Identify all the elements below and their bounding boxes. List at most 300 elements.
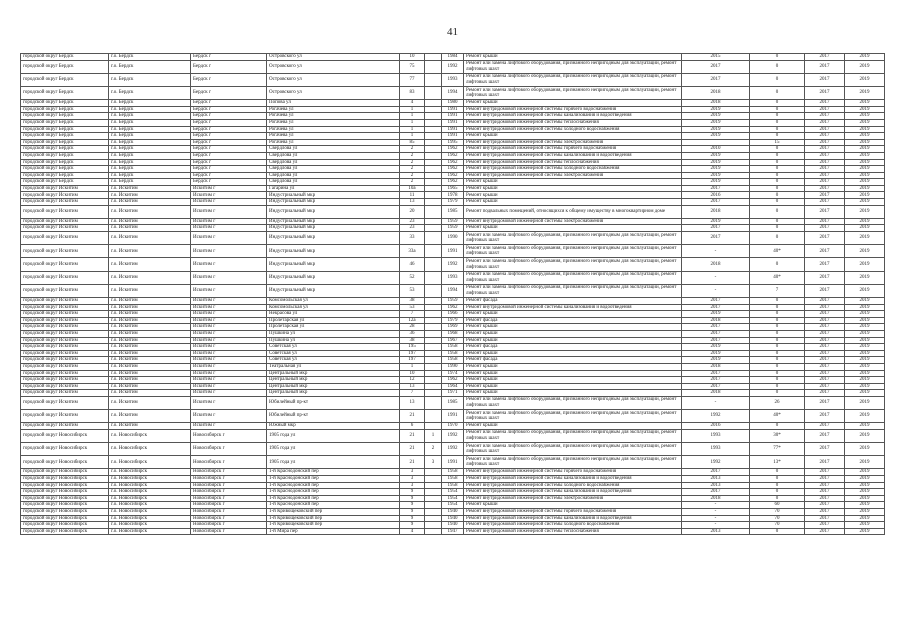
street-cell: Индустриальный мкр — [267, 192, 400, 199]
house-number-cell: 1 — [400, 126, 425, 133]
city-cell: Новосибирск г — [191, 482, 267, 489]
street-cell: Рогачева ул — [267, 126, 400, 133]
period-end-cell: 2019 — [845, 508, 885, 515]
year-built-cell: 1958 — [442, 344, 464, 351]
territory-cell: г.о. Искитим — [109, 337, 191, 344]
district-cell: городской округ Бердск — [21, 146, 109, 153]
period-start-cell: 2017 — [805, 363, 845, 370]
last-repair-year-cell: 2017 — [682, 337, 750, 344]
district-cell: городской округ Новосибирск — [21, 456, 109, 469]
city-cell: Искитим г — [191, 192, 267, 199]
period-start-cell: 2017 — [805, 271, 845, 284]
period-start-cell: 2017 — [805, 423, 845, 430]
city-cell: Искитим г — [191, 218, 267, 225]
work-type-cell: Ремонт внутридомовой инженерной системы канализования и водоотведения — [464, 113, 682, 120]
period-start-cell: 2017 — [805, 317, 845, 324]
district-cell: городской округ Искитим — [21, 324, 109, 331]
building-number-cell — [425, 245, 442, 258]
year-built-cell: 1969 — [442, 324, 464, 331]
territory-cell: г.о. Новосибирск — [109, 508, 191, 515]
period-end-cell: 2019 — [845, 390, 885, 397]
district-cell: городской округ Бердск — [21, 179, 109, 186]
year-built-cell: 1947 — [442, 528, 464, 535]
period-end-cell: 2019 — [845, 159, 885, 166]
district-cell: городской округ Новосибирск — [21, 515, 109, 522]
year-built-cell: 1994 — [442, 86, 464, 99]
year-built-cell: 1985 — [442, 396, 464, 409]
work-type-cell: Ремонт крыши — [464, 337, 682, 344]
city-cell: Искитим г — [191, 311, 267, 318]
city-cell: Бердск г — [191, 133, 267, 140]
table-row — [21, 258, 885, 271]
building-number-cell — [425, 482, 442, 489]
district-cell: городской округ Новосибирск — [21, 443, 109, 456]
last-repair-year-cell: 2019 — [682, 350, 750, 357]
capital-repair-register-table — [20, 53, 885, 535]
table-row — [21, 429, 885, 442]
work-type-cell: Ремонт или замена лифтового оборудования, признанного непригодным для эксплуатации, ремонт лифтовых шахт — [464, 429, 682, 442]
territory-cell: г.о. Бердск — [109, 73, 191, 86]
year-built-cell: 1979 — [442, 199, 464, 206]
district-cell: городской округ Искитим — [21, 423, 109, 430]
period-start-cell: 2017 — [805, 86, 845, 99]
year-built-cell: 1991 — [442, 119, 464, 126]
building-number-cell — [425, 199, 442, 206]
period-start-cell: 2017 — [805, 410, 845, 423]
work-type-cell: Ремонт внутридомовой инженерной системы канализования и водоотведения — [464, 489, 682, 496]
wear-percent-cell: 0 — [750, 192, 805, 199]
period-start-cell: 2017 — [805, 100, 845, 107]
work-type-cell: Ремонт внутридомовой инженерной системы горячего водоснабжения — [464, 508, 682, 515]
wear-percent-cell: 40* — [750, 271, 805, 284]
year-built-cell: 1958 — [442, 357, 464, 364]
year-built-cell: 1959 — [442, 225, 464, 232]
work-type-cell: Ремонт крыши — [464, 330, 682, 337]
last-repair-year-cell: 2010 — [682, 146, 750, 153]
work-type-cell: Ремонт внутридомовой инженерной системы холодного водоснабжения — [464, 482, 682, 489]
period-start-cell: 2017 — [805, 324, 845, 331]
building-number-cell — [425, 324, 442, 331]
house-number-cell: 10 — [400, 54, 425, 61]
district-cell: городской округ Новосибирск — [21, 528, 109, 535]
table-row — [21, 324, 885, 331]
year-built-cell: 1958 — [442, 476, 464, 483]
street-cell: Пушкина ул — [267, 337, 400, 344]
street-cell: Театральная ул — [267, 363, 400, 370]
building-number-cell — [425, 350, 442, 357]
district-cell: городской округ Новосибирск — [21, 469, 109, 476]
city-cell: Искитим г — [191, 390, 267, 397]
work-type-cell: Ремонт фасада — [464, 317, 682, 324]
district-cell: городской округ Бердск — [21, 113, 109, 120]
table-row — [21, 410, 885, 423]
district-cell: городской округ Искитим — [21, 337, 109, 344]
work-type-cell: Ремонт крыши — [464, 423, 682, 430]
city-cell: Бердск г — [191, 159, 267, 166]
work-type-cell: Ремонт внутридомовой инженерной системы канализования и водоотведения — [464, 476, 682, 483]
street-cell: Индустриальный мкр — [267, 284, 400, 297]
period-start-cell: 2017 — [805, 232, 845, 245]
building-number-cell — [425, 377, 442, 384]
wear-percent-cell: 0 — [750, 297, 805, 304]
city-cell: Искитим г — [191, 344, 267, 351]
period-end-cell: 2019 — [845, 119, 885, 126]
district-cell: городской округ Новосибирск — [21, 429, 109, 442]
last-repair-year-cell: - — [682, 522, 750, 529]
period-end-cell: 2019 — [845, 476, 885, 483]
territory-cell: г.о. Бердск — [109, 119, 191, 126]
city-cell: Искитим г — [191, 225, 267, 232]
wear-percent-cell: 0 — [750, 159, 805, 166]
district-cell: городской округ Новосибирск — [21, 476, 109, 483]
street-cell: Юбилейный пр-кт — [267, 396, 400, 409]
table-row — [21, 126, 885, 133]
house-number-cell: 4 — [400, 100, 425, 107]
district-cell: городской округ Искитим — [21, 218, 109, 225]
territory-cell: г.о. Бердск — [109, 86, 191, 99]
wear-percent-cell: 0 — [750, 489, 805, 496]
table-row — [21, 344, 885, 351]
work-type-cell: Ремонт крыши — [464, 54, 682, 61]
wear-percent-cell: 0 — [750, 423, 805, 430]
period-end-cell: 2019 — [845, 106, 885, 113]
period-start-cell: 2017 — [805, 304, 845, 311]
territory-cell: г.о. Новосибирск — [109, 528, 191, 535]
table-row — [21, 225, 885, 232]
period-end-cell: 2019 — [845, 232, 885, 245]
year-built-cell: 1991 — [442, 113, 464, 120]
wear-percent-cell: 0 — [750, 86, 805, 99]
year-built-cell: 1980 — [442, 100, 464, 107]
table-row — [21, 443, 885, 456]
district-cell: городской округ Искитим — [21, 311, 109, 318]
building-number-cell — [425, 54, 442, 61]
house-number-cell: 1 — [400, 113, 425, 120]
building-number-cell — [425, 258, 442, 271]
work-type-cell: Ремонт крыши — [464, 390, 682, 397]
street-cell: 1905 года ул — [267, 456, 400, 469]
district-cell: городской округ Искитим — [21, 258, 109, 271]
district-cell: городской округ Искитим — [21, 232, 109, 245]
period-start-cell: 2017 — [805, 60, 845, 73]
table-row — [21, 297, 885, 304]
period-start-cell: 2017 — [805, 119, 845, 126]
wear-percent-cell: 0 — [750, 199, 805, 206]
house-number-cell: 21 — [400, 410, 425, 423]
street-cell: Комсомольская ул — [267, 297, 400, 304]
table-row — [21, 522, 885, 529]
district-cell: городской округ Новосибирск — [21, 495, 109, 502]
house-number-cell: 9 — [400, 489, 425, 496]
work-type-cell: Ремонт крыши — [464, 370, 682, 377]
year-built-cell: 1992 — [442, 258, 464, 271]
table-row — [21, 370, 885, 377]
last-repair-year-cell: 1993 — [682, 429, 750, 442]
period-start-cell: 2017 — [805, 429, 845, 442]
territory-cell: г.о. Бердск — [109, 106, 191, 113]
period-start-cell: 2017 — [805, 443, 845, 456]
work-type-cell: Ремонт крыши — [464, 100, 682, 107]
period-start-cell: 2017 — [805, 185, 845, 192]
territory-cell: г.о. Бердск — [109, 100, 191, 107]
period-end-cell: 2019 — [845, 73, 885, 86]
period-start-cell: 2017 — [805, 113, 845, 120]
table-row — [21, 119, 885, 126]
house-number-cell: 195 — [400, 344, 425, 351]
table-row — [21, 113, 885, 120]
wear-percent-cell: 77* — [750, 443, 805, 456]
house-number-cell: 21 — [400, 443, 425, 456]
house-number-cell: 10а — [400, 185, 425, 192]
house-number-cell: 52 — [400, 271, 425, 284]
work-type-cell: Ремонт или замена лифтового оборудования, признанного непригодным для эксплуатации, ремонт лифтовых шахт — [464, 245, 682, 258]
year-built-cell: 1991 — [442, 410, 464, 423]
work-type-cell: Ремонт фасада — [464, 344, 682, 351]
period-start-cell: 2017 — [805, 390, 845, 397]
year-built-cell: 1970 — [442, 423, 464, 430]
building-number-cell — [425, 126, 442, 133]
territory-cell: г.о. Искитим — [109, 396, 191, 409]
period-end-cell: 2019 — [845, 54, 885, 61]
work-type-cell: Ремонт крыши — [464, 502, 682, 509]
house-number-cell: 11 — [400, 192, 425, 199]
work-type-cell: Ремонт внутридомовой инженерной системы холодного водоснабжения — [464, 126, 682, 133]
work-type-cell: Ремонт или замена лифтового оборудования, признанного непригодным для эксплуатации, ремонт лифтовых шахт — [464, 86, 682, 99]
city-cell: Бердск г — [191, 139, 267, 146]
district-cell: городской округ Новосибирск — [21, 508, 109, 515]
table-row — [21, 146, 885, 153]
building-number-cell — [425, 284, 442, 297]
last-repair-year-cell: 2017 — [682, 304, 750, 311]
period-start-cell: 2017 — [805, 166, 845, 173]
street-cell: Центральный мкр — [267, 383, 400, 390]
year-built-cell: 1954 — [442, 502, 464, 509]
district-cell: городской округ Бердск — [21, 133, 109, 140]
period-start-cell: 2017 — [805, 245, 845, 258]
work-type-cell: Ремонт или замена лифтового оборудования, признанного непригодным для эксплуатации, ремонт лифтовых шахт — [464, 258, 682, 271]
table-row — [21, 515, 885, 522]
city-cell: Бердск г — [191, 106, 267, 113]
city-cell: Новосибирск г — [191, 469, 267, 476]
last-repair-year-cell: 2018 — [682, 205, 750, 218]
year-built-cell: 1993 — [442, 73, 464, 86]
district-cell: городской округ Искитим — [21, 297, 109, 304]
street-cell: 1-й Краснодонский пер — [267, 489, 400, 496]
house-number-cell: 3 — [400, 476, 425, 483]
last-repair-year-cell: 2013 — [682, 476, 750, 483]
period-start-cell: 2017 — [805, 106, 845, 113]
territory-cell: г.о. Искитим — [109, 271, 191, 284]
period-start-cell: 2017 — [805, 489, 845, 496]
house-number-cell: 3 — [400, 482, 425, 489]
work-type-cell: Ремонт внутридомовой инженерной системы холодного водоснабжения — [464, 166, 682, 173]
district-cell: городской округ Искитим — [21, 363, 109, 370]
wear-percent-cell: 70 — [750, 522, 805, 529]
work-type-cell: Ремонт или замена лифтового оборудования, признанного непригодным для эксплуатации, ремонт лифтовых шахт — [464, 284, 682, 297]
house-number-cell: 21 — [400, 429, 425, 442]
city-cell: Искитим г — [191, 205, 267, 218]
work-type-cell: Ремонт внутридомовой инженерной системы теплоснабжения — [464, 119, 682, 126]
street-cell: Индустриальный мкр — [267, 232, 400, 245]
work-type-cell: Ремонт крыши — [464, 311, 682, 318]
street-cell: Свердлова ул — [267, 159, 400, 166]
period-end-cell: 2019 — [845, 113, 885, 120]
period-start-cell: 2017 — [805, 152, 845, 159]
period-start-cell: 2017 — [805, 139, 845, 146]
street-cell: Свердлова ул — [267, 166, 400, 173]
last-repair-year-cell: 2019 — [682, 113, 750, 120]
building-number-cell — [425, 166, 442, 173]
year-built-cell: 1974 — [442, 370, 464, 377]
period-start-cell: 2017 — [805, 344, 845, 351]
street-cell: Островского ул — [267, 54, 400, 61]
year-built-cell: 1962 — [442, 159, 464, 166]
territory-cell: г.о. Новосибирск — [109, 482, 191, 489]
wear-percent-cell: 0 — [750, 106, 805, 113]
table-row — [21, 456, 885, 469]
building-number-cell — [425, 363, 442, 370]
period-start-cell: 2017 — [805, 522, 845, 529]
year-built-cell: 1994 — [442, 284, 464, 297]
wear-percent-cell: 70 — [750, 515, 805, 522]
year-built-cell: 1958 — [442, 469, 464, 476]
street-cell: Островского ул — [267, 73, 400, 86]
building-number-cell — [425, 297, 442, 304]
district-cell: городской округ Искитим — [21, 383, 109, 390]
table-row — [21, 317, 885, 324]
table-row — [21, 311, 885, 318]
city-cell: Новосибирск г — [191, 443, 267, 456]
wear-percent-cell: 0 — [750, 205, 805, 218]
district-cell: городской округ Искитим — [21, 344, 109, 351]
period-end-cell: 2019 — [845, 370, 885, 377]
house-number-cell: 9 — [400, 522, 425, 529]
wear-percent-cell: 40* — [750, 410, 805, 423]
year-built-cell: 1978 — [442, 192, 464, 199]
table-row — [21, 172, 885, 179]
last-repair-year-cell — [682, 139, 750, 146]
wear-percent-cell: 0 — [750, 54, 805, 61]
territory-cell: г.о. Искитим — [109, 350, 191, 357]
work-type-cell: Ремонт внутридомовой инженерной системы электроснабжения — [464, 172, 682, 179]
wear-percent-cell: 0 — [750, 370, 805, 377]
territory-cell: г.о. Искитим — [109, 284, 191, 297]
street-cell: 1-й Краснодонский пер — [267, 482, 400, 489]
last-repair-year-cell: 2016 — [682, 423, 750, 430]
city-cell: Искитим г — [191, 271, 267, 284]
table-row — [21, 218, 885, 225]
last-repair-year-cell: 2013 — [682, 528, 750, 535]
territory-cell: г.о. Искитим — [109, 304, 191, 311]
district-cell: городской округ Бердск — [21, 172, 109, 179]
house-number-cell: 12а — [400, 317, 425, 324]
last-repair-year-cell: 2018 — [682, 317, 750, 324]
building-number-cell — [425, 495, 442, 502]
period-end-cell: 2019 — [845, 152, 885, 159]
district-cell: городской округ Искитим — [21, 192, 109, 199]
year-built-cell: 1940 — [442, 508, 464, 515]
work-type-cell: Ремонт крыши — [464, 133, 682, 140]
period-end-cell: 2019 — [845, 245, 885, 258]
street-cell: Индустриальный мкр — [267, 271, 400, 284]
city-cell: Искитим г — [191, 350, 267, 357]
building-number-cell — [425, 271, 442, 284]
last-repair-year-cell: 2019 — [682, 119, 750, 126]
table-row — [21, 423, 885, 430]
last-repair-year-cell: 2013 — [682, 482, 750, 489]
year-built-cell: 1993 — [442, 271, 464, 284]
street-cell: 1-й Кривощековский пер — [267, 522, 400, 529]
last-repair-year-cell: - — [682, 271, 750, 284]
house-number-cell: 23 — [400, 225, 425, 232]
district-cell: городской округ Бердск — [21, 139, 109, 146]
building-number-cell — [425, 152, 442, 159]
wear-percent-cell: 0 — [750, 344, 805, 351]
year-built-cell: 1962 — [442, 179, 464, 186]
last-repair-year-cell: 2019 — [682, 179, 750, 186]
last-repair-year-cell: 2019 — [682, 311, 750, 318]
table-row — [21, 304, 885, 311]
table-row — [21, 54, 885, 61]
year-built-cell: 1979 — [442, 317, 464, 324]
street-cell: 1-й Краснодонский пер — [267, 476, 400, 483]
building-number-cell — [425, 344, 442, 351]
period-start-cell: 2017 — [805, 515, 845, 522]
last-repair-year-cell: 2018 — [682, 258, 750, 271]
table-row — [21, 482, 885, 489]
house-number-cell: 83 — [400, 86, 425, 99]
house-number-cell: 2 — [400, 152, 425, 159]
house-number-cell: 20 — [400, 205, 425, 218]
wear-percent-cell: 0 — [750, 317, 805, 324]
wear-percent-cell: 0 — [750, 482, 805, 489]
work-type-cell: Ремонт внутридомовой инженерной системы электроснабжения — [464, 495, 682, 502]
building-number-cell — [425, 232, 442, 245]
territory-cell: г.о. Искитим — [109, 383, 191, 390]
street-cell: Индустриальный мкр — [267, 205, 400, 218]
wear-percent-cell: 0 — [750, 383, 805, 390]
territory-cell: г.о. Искитим — [109, 297, 191, 304]
period-end-cell: 2019 — [845, 469, 885, 476]
period-start-cell: 2017 — [805, 133, 845, 140]
house-number-cell: 7 — [400, 390, 425, 397]
period-end-cell: 2019 — [845, 60, 885, 73]
city-cell: Бердск г — [191, 172, 267, 179]
last-repair-year-cell: - — [682, 284, 750, 297]
period-end-cell: 2019 — [845, 522, 885, 529]
wear-percent-cell: 13* — [750, 456, 805, 469]
last-repair-year-cell: - — [682, 245, 750, 258]
period-start-cell: 2017 — [805, 377, 845, 384]
street-cell: Рогачева ул — [267, 133, 400, 140]
building-number-cell — [425, 100, 442, 107]
table-row — [21, 159, 885, 166]
last-repair-year-cell: 2017 — [682, 185, 750, 192]
last-repair-year-cell: 2019 — [682, 133, 750, 140]
district-cell: городской округ Новосибирск — [21, 502, 109, 509]
period-end-cell: 2019 — [845, 317, 885, 324]
building-number-cell — [425, 311, 442, 318]
street-cell: 1-й Мира пер — [267, 528, 400, 535]
period-start-cell: 2017 — [805, 311, 845, 318]
street-cell: Свердлова ул — [267, 179, 400, 186]
table-row — [21, 528, 885, 535]
district-cell: городской округ Искитим — [21, 225, 109, 232]
city-cell: Искитим г — [191, 363, 267, 370]
table-row — [21, 476, 885, 483]
period-start-cell: 2017 — [805, 330, 845, 337]
period-end-cell: 2019 — [845, 271, 885, 284]
